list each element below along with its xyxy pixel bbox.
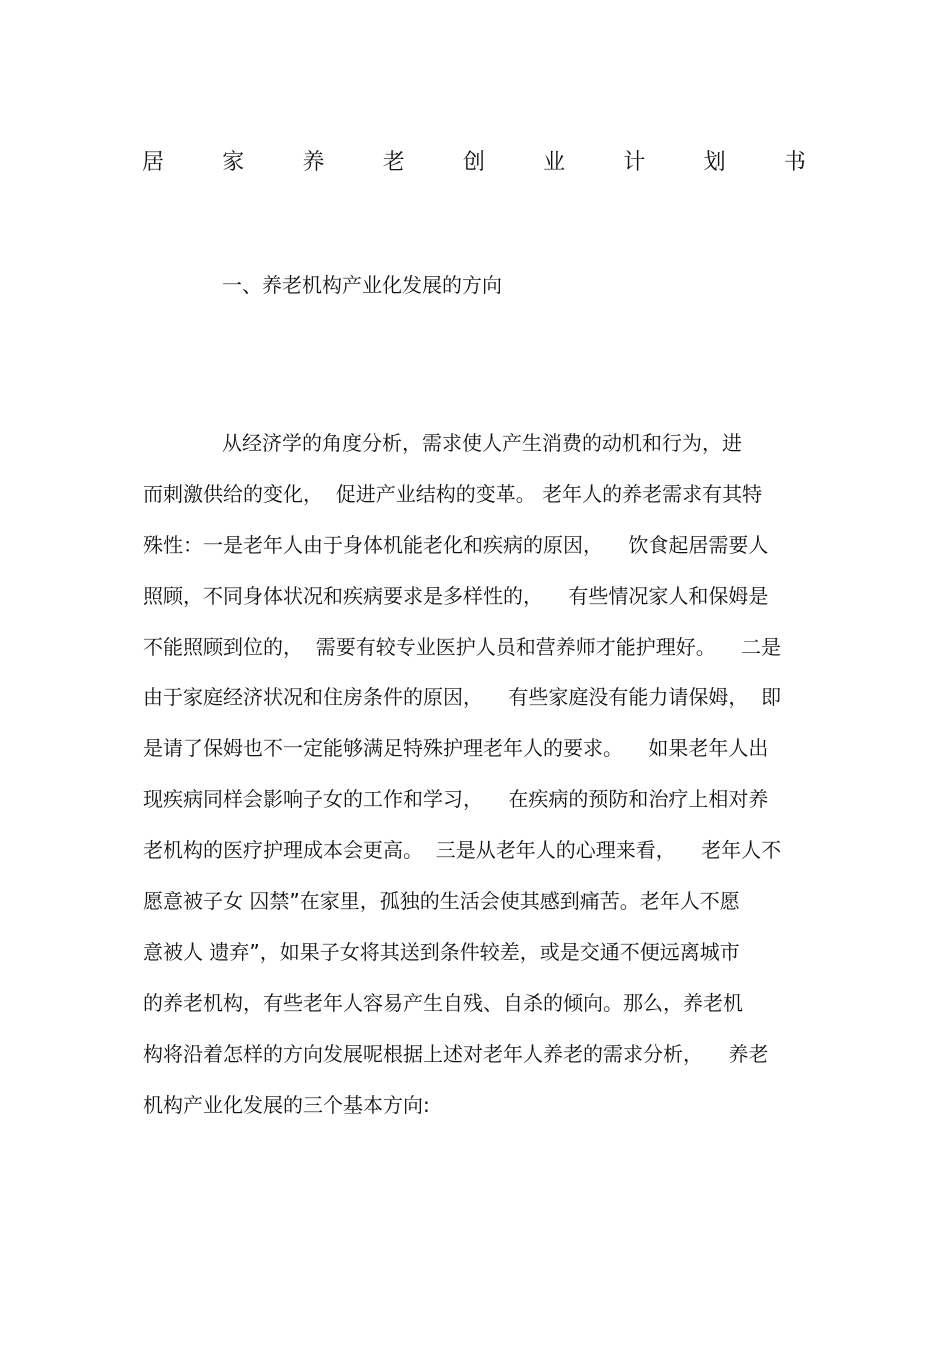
document-title xyxy=(142,148,806,178)
title-char: 计 xyxy=(623,150,646,175)
paragraph-line: 由于家庭经济状况和住房条件的原因， 有些家庭没有能力请保姆， 即 xyxy=(143,685,782,710)
title-char: 业 xyxy=(543,150,566,175)
paragraph-line: 照顾，不同身体状况和疾病要求是多样性的， 有些情况家人和保姆是 xyxy=(143,583,769,608)
title-char: 家 xyxy=(222,150,245,175)
title-char: 居 xyxy=(142,150,165,175)
title-char: 创 xyxy=(462,150,485,175)
paragraph-line: 现疾病同样会影响子女的工作和学习， 在疾病的预防和治疗上相对养 xyxy=(143,787,769,812)
paragraph-line: 老机构的医疗护理成本会更高。 三是从老年人的心理来看， 老年人不 xyxy=(143,838,782,863)
paragraph-line: 构将沿着怎样的方向发展呢根据上述对老年人养老的需求分析， 养老 xyxy=(143,1041,769,1066)
paragraph-line: 的养老机构，有些老年人容易产生自残、自杀的倾向。那么，养老机 xyxy=(143,990,743,1015)
section-heading: 一、养老机构产业化发展的方向 xyxy=(222,273,502,297)
paragraph-line: 愿意被子女 囚禁”在家里，孤独的生活会使其感到痛苦。老年人不愿 xyxy=(143,889,740,914)
paragraph-line: 而刺激供给的变化， 促进产业结构的变革。 老年人的养老需求有其特 xyxy=(143,481,763,506)
title-char: 养 xyxy=(302,150,325,175)
paragraph-line: 殊性：一是老年人由于身体机能老化和疾病的原因， 饮食起居需要人 xyxy=(143,532,769,557)
title-char: 划 xyxy=(703,150,726,175)
title-char: 书 xyxy=(783,150,806,175)
title-char: 老 xyxy=(382,150,405,175)
paragraph-line: 从经济学的角度分析，需求使人产生消费的动机和行为，进 xyxy=(222,431,742,455)
paragraph-line: 是请了保姆也不一定能够满足特殊护理老年人的要求。 如果老年人出 xyxy=(143,736,769,761)
paragraph-line: 机构产业化发展的三个基本方向: xyxy=(143,1092,430,1117)
paragraph-line: 意被人 遗弃”，如果子女将其送到条件较差，或是交通不便远离城市 xyxy=(143,939,740,964)
body-paragraph xyxy=(143,418,813,1130)
paragraph-line: 不能照顾到位的， 需要有较专业医护人员和营养师才能护理好。 二是 xyxy=(143,634,782,659)
